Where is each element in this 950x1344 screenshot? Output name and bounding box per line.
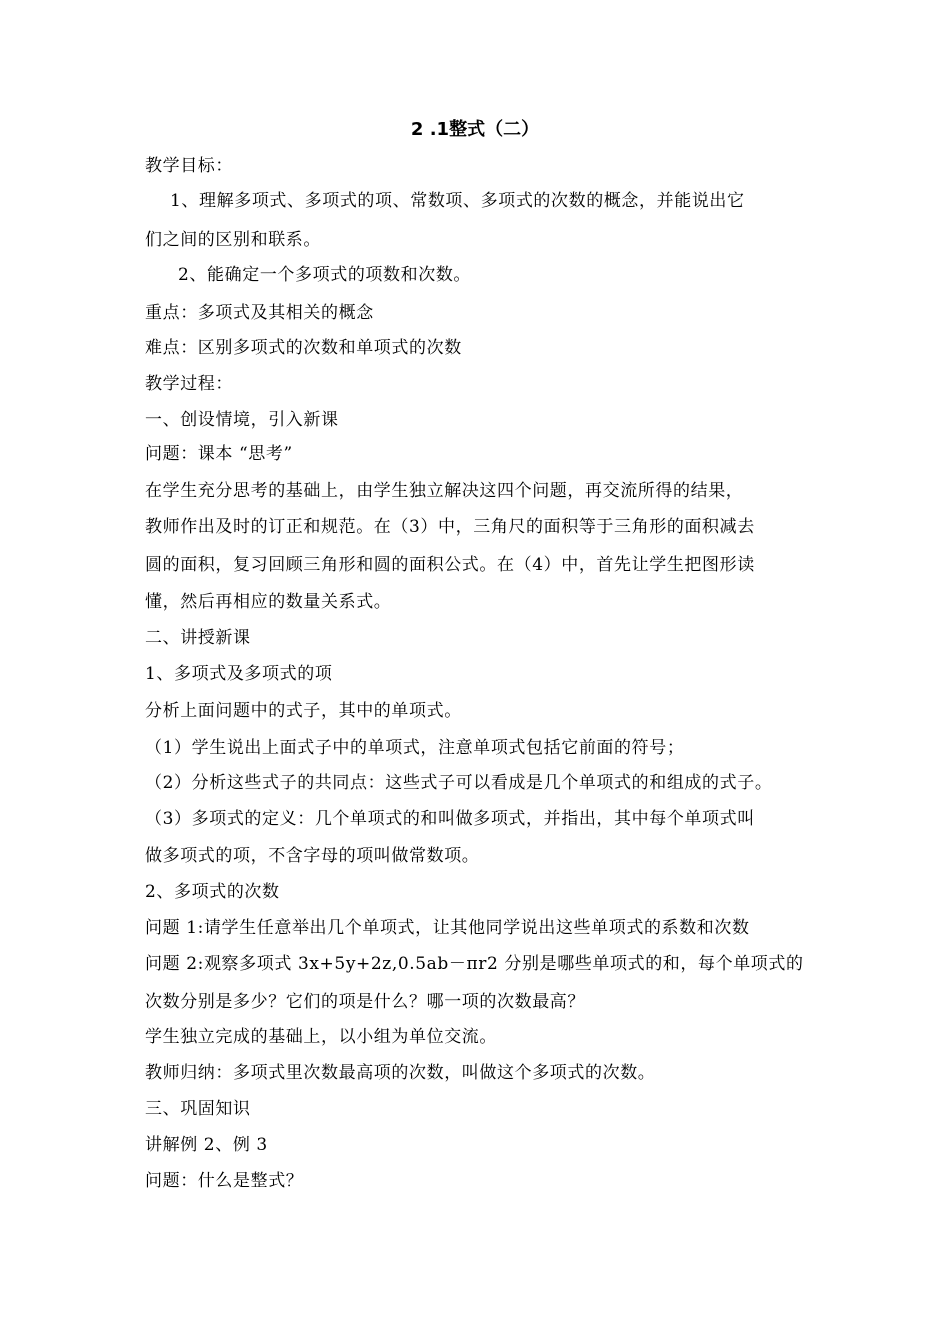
page-title: 2 .1整式（二）: [410, 119, 540, 140]
text-line: 在学生充分思考的基础上，由学生独立解决这四个问题，再交流所得的结果，: [145, 481, 744, 501]
text-line: 问题 2:观察多项式 3x+5y+2z,0.5ab－πr2 分别是哪些单项式的和，每个单项式的: [145, 954, 804, 974]
text-line: 1、理解多项式、多项式的项、常数项、多项式的次数的概念，并能说出它: [170, 191, 745, 211]
text-line: 次数分别是多少？它们的项是什么？哪一项的次数最高？: [145, 992, 585, 1012]
text-line: 教师归纳：多项式里次数最高项的次数，叫做这个多项式的次数。: [145, 1063, 656, 1083]
text-line: 重点：多项式及其相关的概念: [145, 303, 374, 323]
text-line: 教学目标：: [145, 156, 233, 176]
text-line: 讲解例 2、例 3: [145, 1135, 268, 1155]
text-line: 问题：什么是整式？: [145, 1171, 304, 1191]
text-line: 教学过程：: [145, 374, 233, 394]
text-line: 问题：课本 “思考”: [145, 444, 293, 464]
text-line: 们之间的区别和联系。: [145, 230, 321, 250]
text-line: 难点：区别多项式的次数和单项式的次数: [145, 338, 462, 358]
text-line: 一、创设情境，引入新课: [145, 410, 339, 430]
text-line: 2、多项式的次数: [145, 882, 280, 902]
text-line: （2）分析这些式子的共同点：这些式子可以看成是几个单项式的和组成的式子。: [145, 773, 773, 793]
text-line: 分析上面问题中的式子，其中的单项式。: [145, 701, 462, 721]
text-line: 圆的面积，复习回顾三角形和圆的面积公式。在（4）中，首先让学生把图形读: [145, 555, 755, 575]
text-line: 学生独立完成的基础上，以小组为单位交流。: [145, 1027, 497, 1047]
text-line: 教师作出及时的订正和规范。在（3）中，三角尺的面积等于三角形的面积减去: [145, 517, 755, 537]
text-line: 1、多项式及多项式的项: [145, 664, 333, 684]
text-line: 二、讲授新课: [145, 628, 251, 648]
text-line: 问题 1:请学生任意举出几个单项式，让其他同学说出这些单项式的系数和次数: [145, 918, 750, 938]
text-line: 2、能确定一个多项式的项数和次数。: [178, 265, 472, 285]
text-line: 做多项式的项，不含字母的项叫做常数项。: [145, 846, 480, 866]
text-line: 三、巩固知识: [145, 1099, 251, 1119]
text-line: 懂，然后再相应的数量关系式。: [145, 592, 392, 612]
text-line: （3）多项式的定义：几个单项式的和叫做多项式，并指出，其中每个单项式叫: [145, 809, 755, 829]
text-line: （1）学生说出上面式子中的单项式，注意单项式包括它前面的符号；: [145, 738, 685, 758]
